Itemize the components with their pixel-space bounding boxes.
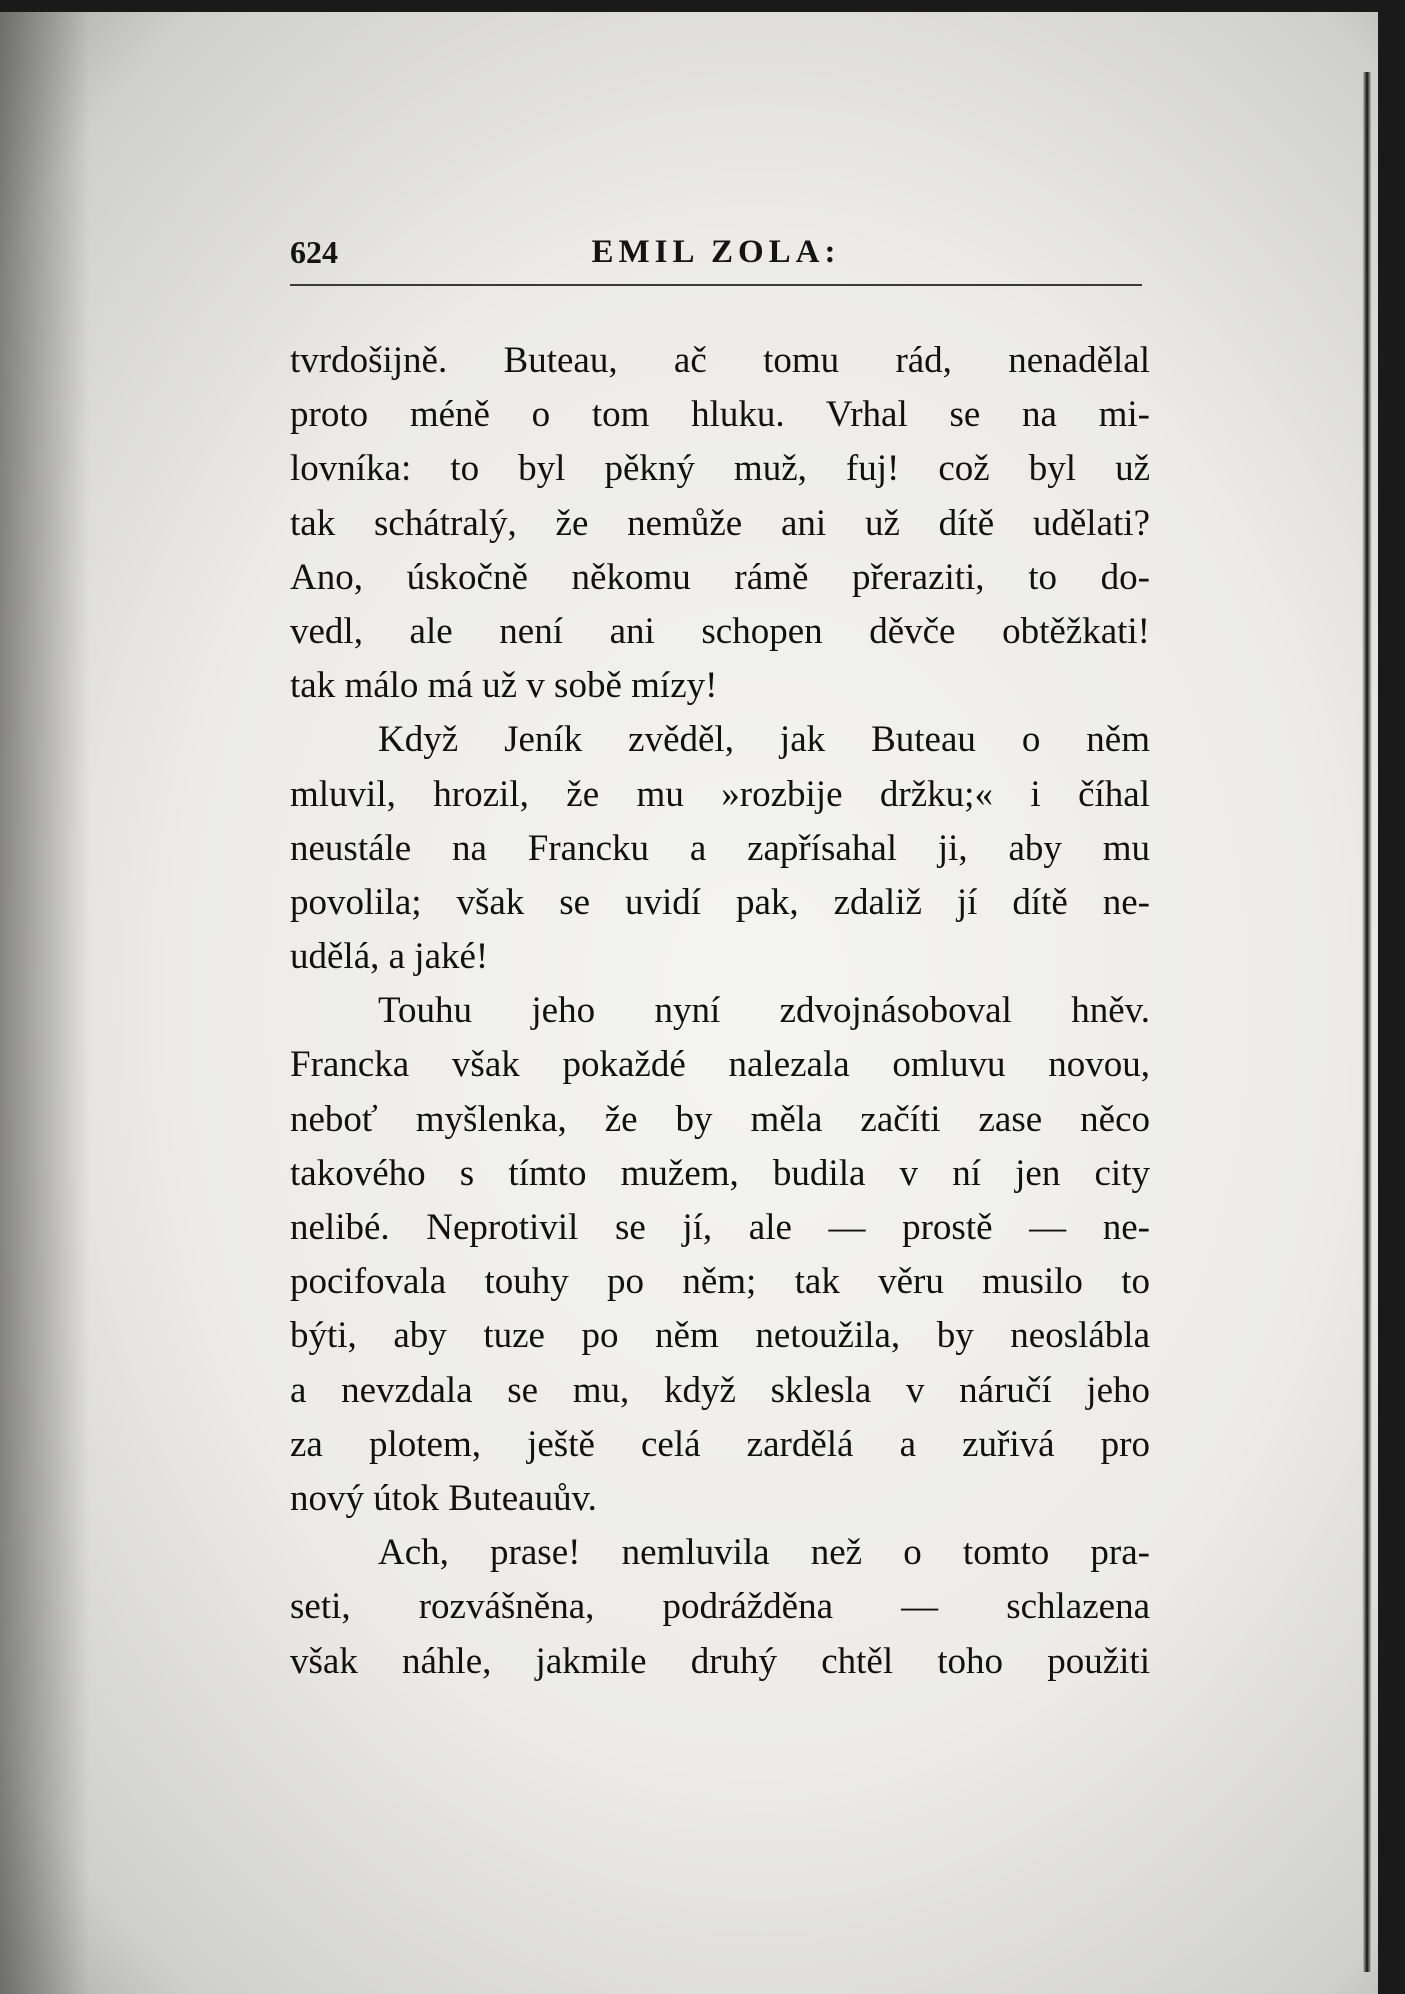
text-line: udělá, a jaké!	[290, 936, 489, 978]
text-line: Když Jeník zvěděl, jak Buteau o něm	[378, 719, 1150, 761]
text-line: neustále na Francku a zapřísahal ji, aby mu	[290, 827, 1150, 869]
page-edge-shadow	[1362, 72, 1372, 1972]
text-line: býti, aby tuze po něm netoužila, by neoslábla	[290, 1315, 1150, 1357]
text-line: tvrdošijně. Buteau, ač tomu rád, nenadělal	[290, 340, 1150, 381]
text-line: lovníka: to byl pěkný muž, fuj! což byl už	[290, 448, 1150, 490]
book-page	[0, 12, 1378, 1994]
text-line: takového s tímto mužem, budila v ní jen city	[290, 1152, 1150, 1194]
text-line: pocifovala touhy po něm; tak věru musilo to	[290, 1261, 1150, 1303]
body-text	[290, 334, 1150, 1689]
text-line: Ano, úskočně někomu rámě přeraziti, to do-	[290, 556, 1150, 598]
text-line: vedl, ale není ani schopen děvče obtěžkati!	[290, 610, 1150, 652]
text-line: seti, rozvášněna, podrážděna — schlazena	[290, 1586, 1150, 1628]
text-line: však náhle, jakmile druhý chtěl toho použiti	[290, 1640, 1150, 1682]
text-line: Francka však pokaždé nalezala omluvu novou,	[290, 1044, 1150, 1086]
text-line: neboť myšlenka, že by měla začíti zase něco	[290, 1098, 1150, 1140]
text-line: tak schátralý, že nemůže ani už dítě udělati?	[290, 502, 1150, 544]
page-header	[290, 234, 1142, 274]
text-line: nelibé. Neprotivil se jí, ale — prostě — ne-	[290, 1207, 1150, 1248]
text-line: povolila; však se uvidí pak, zdaliž jí dítě ne-	[290, 881, 1150, 923]
header-rule	[290, 284, 1142, 286]
text-line: a nevzdala se mu, když sklesla v náručí jeho	[290, 1369, 1150, 1411]
text-line: tak málo má už v sobě mízy!	[290, 665, 718, 707]
page-number: 624	[290, 234, 338, 270]
text-line: za plotem, ještě celá zardělá a zuřivá pro	[290, 1423, 1150, 1465]
running-title: EMIL ZOLA:	[591, 234, 841, 270]
text-line: nový útok Buteauův.	[290, 1477, 597, 1519]
text-line: proto méně o tom hluku. Vrhal se na mi-	[290, 394, 1150, 436]
text-line: Ach, prase! nemluvila než o tomto pra-	[378, 1532, 1150, 1574]
text-line: Touhu jeho nyní zdvojnásoboval hněv.	[378, 990, 1150, 1032]
text-line: mluvil, hrozil, že mu »rozbije držku;« i číhal	[290, 773, 1150, 815]
